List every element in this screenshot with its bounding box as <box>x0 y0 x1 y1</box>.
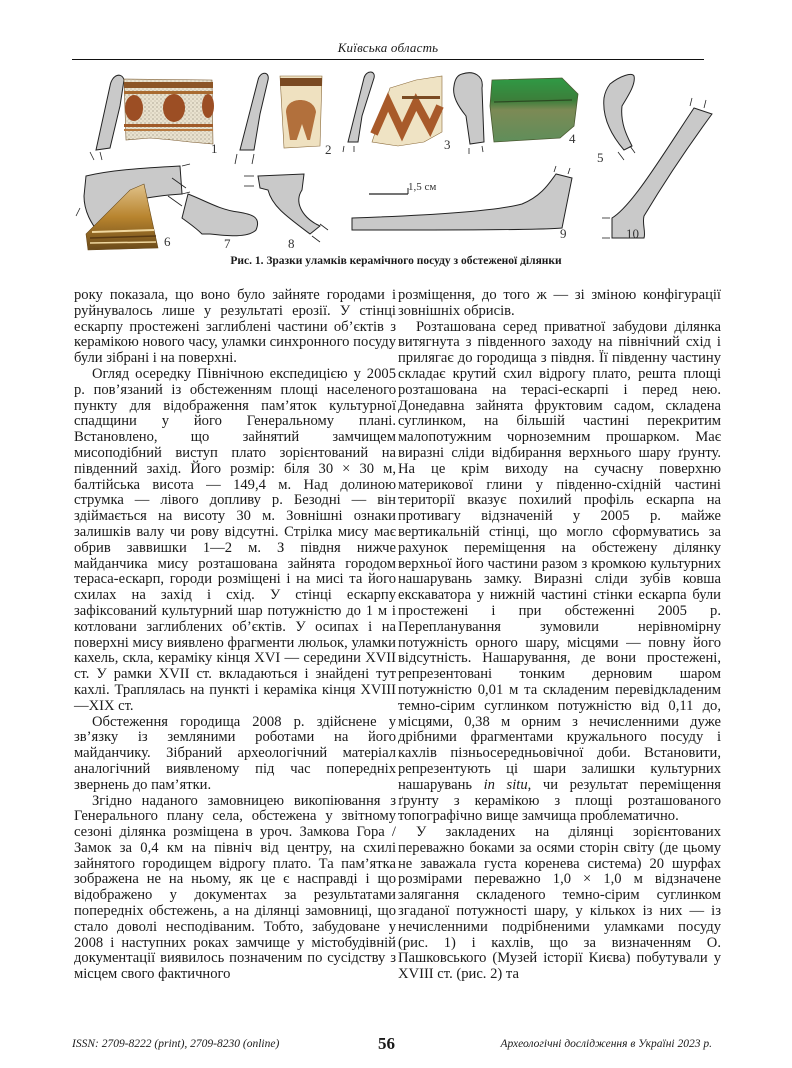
fragment-1-photo <box>124 79 214 144</box>
figure-1 <box>72 66 722 251</box>
fragment-3b-profile <box>454 73 484 144</box>
paragraph: року показала, що воно було зайняте городами і руйнувалось лише у результаті ерозії. У стінці ескарпу простежені заглиблені частини об’єктів з керамікою нового часу, уламки синхронного посуду були зібрані і на поверхні. <box>74 287 396 367</box>
journal-title: Археологічні дослідження в Україні 2023 р. <box>500 1038 712 1050</box>
right-column <box>398 288 721 983</box>
paragraph: Обстеження городища 2008 р. здійснене у зв’язку із земляними роботами на його майданчику. Зібраний археологічний матеріал аналогічний виявленому під час попередніх звернень до пам’ятки. <box>74 713 396 793</box>
page-number: 56 <box>378 1034 395 1053</box>
fragment-9-profile <box>352 174 572 230</box>
scale-bar <box>369 181 436 194</box>
fragment-label-10: 10 <box>626 226 639 241</box>
fragment-label-4: 4 <box>569 131 576 146</box>
fragment-label-6: 6 <box>164 234 171 249</box>
paragraph: Згідно наданого замовницею викопіювання з Генерального плану села, обстежена у звітному сезоні ділянка розміщена в уроч. Замкова Гора / Замок за 0,4 км на північ від центру, на схилі зайнятого городищем відрогу плато. Та пам’ятка зображена не на ньому, як це є насправді і що відображено у документах за результатами попередніх обстежень, а на ділянці замовниці, що стало доволі несподіваним. Тобто, забудоване у 2008 і наступних роках замчище у містобудівній документації виявилось позначеним по сусідству з місцем свого фактичного <box>74 792 396 983</box>
fragment-label-1: 1 <box>211 141 218 156</box>
fragment-label-8: 8 <box>288 236 295 251</box>
fragment-7-profile <box>182 194 258 236</box>
header-rule <box>72 59 704 60</box>
fragment-5-profile <box>604 74 635 150</box>
paragraph-text: Розташована серед приватної забудови ділянка витягнута з південного заходу на північний схід і прилягає до городища з півдня. Її південну частину складає крутий схил відрогу плато, решта площі розташована на терасі-ескарпі і перед нею. Донедавна зайнята фруктовим садом, складена суглинком, на більшій частині перекритим малопотужним чорноземним прошарком. Має виразні сліди відбирання верхнього шару ґрунту. На це крім виходу на сучасну поверхню материкової глини у південно-східній частині території вказує похилий профіль ескарпа на противагу відзначеній у 2005 р. майже вертикальній стінці, що могло сформуватись за рахунок переміщення на обстежену ділянку верхньої його частини разом з кромкою культурних нашарувань замку. Виразні сліди зубів ковша екскаватора у нижній частині стінки ескарпа були простежені і при обстеженні 2005 р. Перепланування зумовили нерівномірну потужність орного шару, місцями — повну його відсутність. Нашарування, де вони простежені, репрезентовані тонким дерновим шаром потужністю 0,01 м та складеним перевідкладеним темно-сірим суглинком потужністю від 0,11 до, місцями, 0,38 м орним з нечисленними дуже дрібними фрагментами кружального посуду і кахлів пізньосередньовічної доби. Встановити, репрезентують ці шари залишки культурних нашарувань <box>398 318 721 793</box>
fragment-4-photo <box>490 78 578 142</box>
page-footer <box>72 1034 712 1056</box>
running-head: Київська область <box>337 40 439 55</box>
fragment-8-profile <box>258 174 320 234</box>
paragraph: Огляд осередку Північною експедицією у 2005 р. пов’язаний із обстеженням площі населеного пункту для відображення пам’яток культурної спадщини у його Генеральному плані. Встановлено, що зайнятий замчищем мисоподібний виступ плато зорієнтований на південний захід. Його розмір: біля 30 × 30 м, балтійська висота — 149,4 м. Над долиною струмка — лівого допливу р. Безодні — він здіймається на висоту 30 м. Зовнішні ознаки залишків валу чи рову відсутні. Стрілка мису має обрив заввишки 1—2 м. З півдня нижче майданчика мису розташована зайнята городом тераса-ескарп, городи розміщені і на мисі та його схилах на захід і схід. У стінці ескарпу зафіксований культурний шар потужністю до 1 м і котловани заглиблених об’єктів. У осипах і на поверхні мису виявлено фрагменти люльок, уламки кахель, скла, кераміку кінця XVI — середини XVII ст. У рамки XVII ст. вкладаються і знайдені тут кахлі. Траплялась на пункті і кераміка кінця XVIII—XIX ст. <box>74 365 396 714</box>
fragment-label-7: 7 <box>224 236 231 251</box>
fragment-3-profile <box>348 72 374 142</box>
paragraph <box>398 320 721 826</box>
paragraph: У закладених на ділянці зорієнтованих переважно боками за осями сторін світу (де цьому не заважала густа коренева система) 20 шурфах розмірами переважно 1,0 × 1,0 м відзначене залягання складеного темно-сірим суглинком згаданої потужності шару, у кількох із них — із нечисленними подрібненими уламками посуду (рис. 1) і кахлів, що за визначенням О. Пашковського (Музей історії Києва) побутували у XVIII ст. (рис. 2) та <box>398 824 721 983</box>
fragment-label-2: 2 <box>325 142 332 157</box>
figure-caption: Рис. 1. Зразки уламків керамічного посуду з обстеженої ділянки <box>230 255 562 267</box>
fragment-label-3: 3 <box>444 137 451 152</box>
paragraph: розміщення, до того ж — зі зміною конфігурації зовнішніх обрисів. <box>398 287 721 319</box>
fragment-2-profile <box>240 73 268 150</box>
fragment-label-9: 9 <box>560 226 567 241</box>
fragment-10-profile <box>612 108 712 238</box>
fragment-1-profile <box>96 75 124 150</box>
fragment-label-5: 5 <box>597 150 604 165</box>
figure-1-artwork <box>72 66 722 251</box>
fragment-2-photo <box>280 76 322 148</box>
left-column <box>74 288 396 983</box>
fragment-3-photo <box>372 76 442 146</box>
scale-label: 1,5 см <box>408 181 437 193</box>
issn: ISSN: 2709-8222 (print), 2709-8230 (online) <box>72 1038 280 1050</box>
italic-term: in situ <box>483 776 528 793</box>
paragraph-text-tail: , чи результат переміщення ґрунту з керамікою з площі розташованого топографічно вище замчища проблематично. <box>398 776 722 825</box>
